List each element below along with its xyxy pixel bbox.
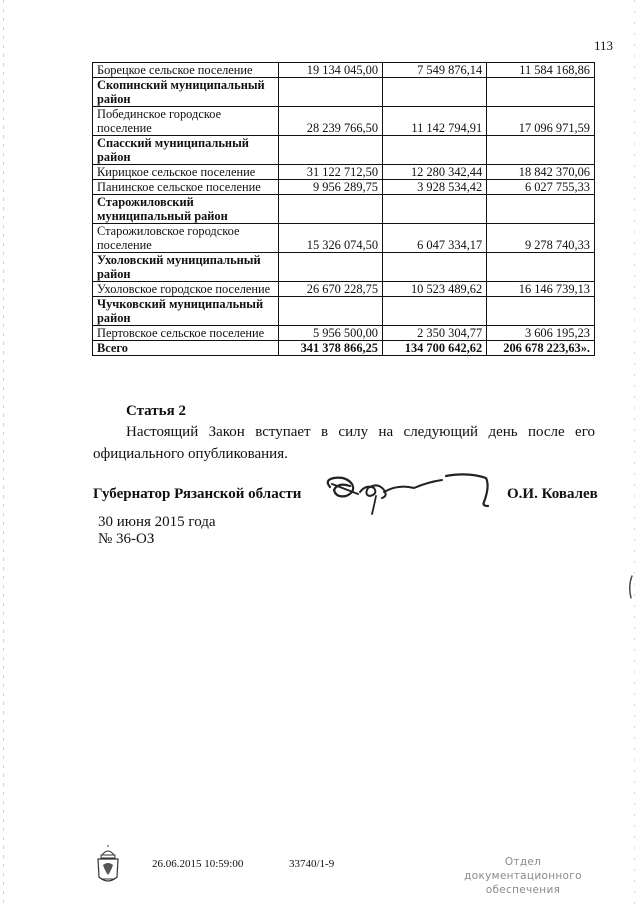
row-value-3: [487, 297, 595, 326]
row-value-1: [278, 195, 382, 224]
row-value-3: 11 584 168,86: [487, 63, 595, 78]
table-row-district: [93, 78, 595, 107]
governor-title: Губернатор Рязанской области: [93, 486, 302, 502]
row-value-1: 31 122 712,50: [278, 165, 382, 180]
table-row-district: [93, 195, 595, 224]
row-value-1: [278, 78, 382, 107]
coat-of-arms-emblem: [93, 845, 123, 887]
article-text: Настоящий Закон вступает в силу на следующий день после его официального опубликования.: [93, 424, 595, 462]
row-value-3: [487, 136, 595, 165]
row-value-2: 6 047 334,17: [383, 224, 487, 253]
table-row-district: [93, 253, 595, 282]
footer-timestamp: 26.06.2015 10:59:00: [152, 858, 244, 870]
department-stamp: [448, 855, 598, 897]
row-name: Пертовское сельское поселение: [93, 326, 279, 341]
table-row-district: [93, 136, 595, 165]
row-value-3: 17 096 971,59: [487, 107, 595, 136]
row-value-1: 9 956 289,75: [278, 180, 382, 195]
budget-table: [92, 62, 595, 356]
table-row: [93, 165, 595, 180]
total-value-1: 341 378 866,25: [278, 341, 382, 356]
row-value-2: [383, 136, 487, 165]
row-name: Старожиловское городское поселение: [93, 224, 279, 253]
article-title: Статья 2: [126, 403, 186, 419]
row-value-3: [487, 253, 595, 282]
stamp-line-2: обеспечения: [485, 884, 561, 896]
district-name: Старожиловский муниципальный район: [93, 195, 279, 224]
total-value-3: 206 678 223,63».: [487, 341, 595, 356]
district-name: Спасский муниципальный район: [93, 136, 279, 165]
district-name: Скопинский муниципальный район: [93, 78, 279, 107]
law-number: № 36-ОЗ: [98, 531, 155, 547]
row-name: Кирицкое сельское поселение: [93, 165, 279, 180]
footer-registration-number: 33740/1-9: [289, 858, 335, 870]
row-value-2: [383, 195, 487, 224]
row-value-3: 9 278 740,33: [487, 224, 595, 253]
row-value-2: [383, 297, 487, 326]
scan-edge-right: [634, 0, 635, 905]
district-name: Чучковский муниципальный район: [93, 297, 279, 326]
handwritten-signature: [318, 462, 506, 522]
row-name: Ухоловское городское поселение: [93, 282, 279, 297]
row-value-3: 16 146 739,13: [487, 282, 595, 297]
row-value-3: [487, 78, 595, 107]
row-value-1: 19 134 045,00: [278, 63, 382, 78]
page-number: 113: [593, 38, 613, 53]
row-value-2: 3 928 534,42: [383, 180, 487, 195]
table-row-district: [93, 297, 595, 326]
governor-name: О.И. Ковалев: [507, 486, 598, 502]
table-row: [93, 107, 595, 136]
row-value-1: 26 670 228,75: [278, 282, 382, 297]
row-value-2: 2 350 304,77: [383, 326, 487, 341]
table-row: [93, 63, 595, 78]
row-value-1: 15 326 074,50: [278, 224, 382, 253]
row-value-3: [487, 195, 595, 224]
row-value-2: 11 142 794,91: [383, 107, 487, 136]
table-row: [93, 282, 595, 297]
signing-date: 30 июня 2015 года: [98, 514, 216, 530]
row-value-2: 12 280 342,44: [383, 165, 487, 180]
row-value-1: [278, 136, 382, 165]
row-value-1: [278, 297, 382, 326]
row-name: Панинское сельское поселение: [93, 180, 279, 195]
table-row: [93, 326, 595, 341]
table-row: [93, 224, 595, 253]
total-value-2: 134 700 642,62: [383, 341, 487, 356]
row-value-2: 10 523 489,62: [383, 282, 487, 297]
total-label: Всего: [93, 341, 279, 356]
row-value-3: 6 027 755,33: [487, 180, 595, 195]
row-value-1: 5 956 500,00: [278, 326, 382, 341]
row-name: Побединское городское поселение: [93, 107, 279, 136]
row-name: Борецкое сельское поселение: [93, 63, 279, 78]
row-value-3: 3 606 195,23: [487, 326, 595, 341]
district-name: Ухоловский муниципальный район: [93, 253, 279, 282]
row-value-2: [383, 78, 487, 107]
row-value-1: [278, 253, 382, 282]
table-row: [93, 180, 595, 195]
stamp-line-1: Отдел документационного: [464, 856, 582, 882]
row-value-3: 18 842 370,06: [487, 165, 595, 180]
row-value-1: 28 239 766,50: [278, 107, 382, 136]
scan-edge-left: [3, 0, 4, 905]
row-value-2: 7 549 876,14: [383, 63, 487, 78]
table-row-total: [93, 341, 595, 356]
margin-mark: [626, 572, 636, 602]
row-value-2: [383, 253, 487, 282]
